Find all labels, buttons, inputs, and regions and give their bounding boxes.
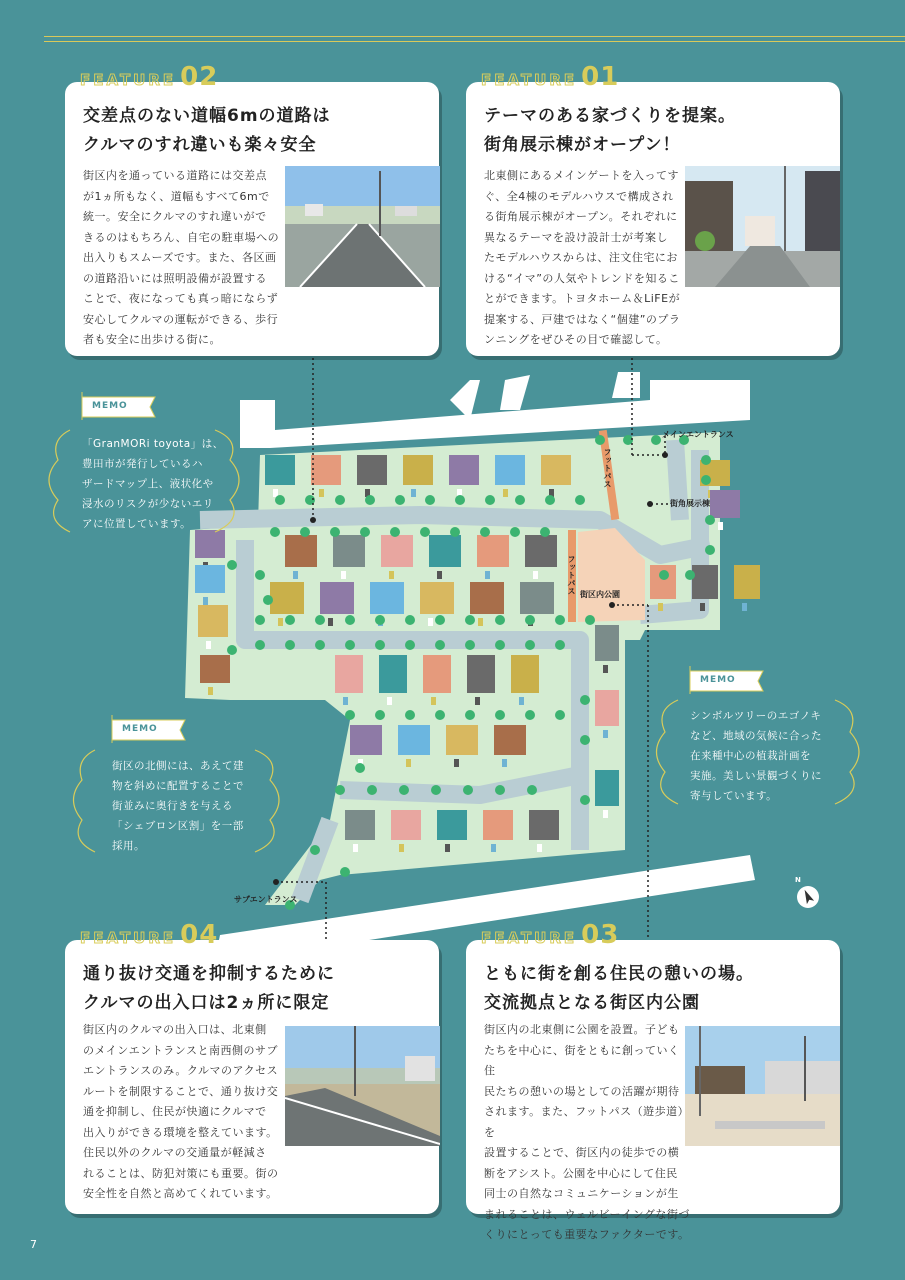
feature-card-03: [466, 940, 840, 1241]
memo-label-1: MEMO: [92, 401, 128, 411]
map-label-model-houses: 街角展示棟: [670, 499, 710, 508]
map-label-main-entrance: メインエントランス: [662, 430, 734, 439]
feature-01-body: 北東側にあるメインゲートを入ってす ぐ、全4棟のモデルハウスで構成され る街角展示棟がオープン。それぞれに 異なるテーマを設け設計士が考案し たモデルハウスからは、注文住宅にお ける“イマ”の人気やトレンドを知るこ とができます。トヨタホーム＆LiFEが 提案する、戸建ではなく“個建”のプラ ンニングをぜひその目で確認して。: [484, 169, 681, 346]
feature-03-body: 街区内の北東側に公園を設置。子ども たちを中心に、街をともに創っていく住 民たちの憩いの場としての活躍が期待 されます。また、フットパス（遊歩道）を 設置することで、街区内の徒歩での横 断をアシスト。公園を中心にして住民 同士の自然なコミュニケーションが生 まれることは、ウェルビーイングな街づ くりにとっても重要なファクターです。: [484, 1023, 690, 1241]
map-label-footpath-park: フットパス: [567, 555, 576, 595]
map-label-sub-entrance: サブエントランス: [234, 895, 298, 904]
feature-02-heading: FEATURE 02: [80, 62, 219, 92]
feature-card-02: [65, 82, 439, 356]
feature-card-04: [65, 940, 439, 1214]
feature-02-body: 街区内を通っている道路には交差点 が1ヵ所もなく、道幅もすべて6mで 統一。安全にクルマのすれ違いがで きるのはもちろん、自宅の駐車場への 出入りもスムーズです。また、各区画 の道路沿いには照明設備が設置する ことで、夜になっても真っ暗にならず 安心してクルマの運転ができる、歩行 者も安全に出歩ける街に。: [83, 169, 280, 346]
road-photo: [285, 166, 440, 287]
feature-04-title: 通り抜け交通を抑制するために クルマの出入口は2ヵ所に限定: [83, 964, 335, 1013]
page-number: 7: [30, 1238, 37, 1251]
memo-label-3: MEMO: [700, 675, 736, 685]
feature-04-heading: FEATURE 04: [80, 920, 219, 950]
feature-card-01: [466, 82, 840, 356]
feature-04-body: 街区内のクルマの出入口は、北東側 のメインエントランスと南西側のサブ エントランスのみ。クルマのアクセス ルートを制限することで、通り抜け交 通を抑制し、住民が快適にクルマで 出入りができる環境を整えています。 住民以外のクルマの交通量が軽減さ れることは、防犯対策にも重要。街の 安全性を自然と高めてくれています。: [83, 1023, 279, 1200]
feature-03-title: ともに街を創る住民の憩いの場。 交流拠点となる街区内公園: [484, 964, 754, 1013]
feature-01-heading: FEATURE 01: [481, 62, 620, 92]
memo-text-2: 街区の北側には、あえて建 物を斜めに配置することで 街並みに奥行きを与える 「シェブロン区割」を一部 採用。: [112, 760, 244, 852]
model-house-photo: [685, 166, 840, 287]
map-label-park: 街区内公園: [580, 590, 620, 599]
map-label-footpath-north: フットパス: [603, 448, 612, 488]
compass-label: N: [795, 876, 801, 884]
memo-text-1: 「GranMORi toyota」は、 豊田市が発行しているハ ザードマップ上、液状化や 浸水のリスクが少ないエリ アに位置しています。: [82, 438, 224, 530]
memo-label-2: MEMO: [122, 724, 158, 734]
feature-01-title: テーマのある家づくりを提案。 街角展示棟がオープン！: [484, 106, 736, 155]
feature-02-title: 交差点のない道幅6mの道路は クルマのすれ違いも楽々安全: [83, 106, 331, 155]
memo-text-3: シンボルツリーのエゴノキ など、地域の気候に合った 在来種中心の植栽計画を 実施。美しい景観づくりに 寄与しています。: [690, 710, 822, 802]
park-photo: [685, 1026, 840, 1146]
entrance-road-photo: [285, 1026, 440, 1146]
feature-03-heading: FEATURE 03: [481, 920, 620, 950]
